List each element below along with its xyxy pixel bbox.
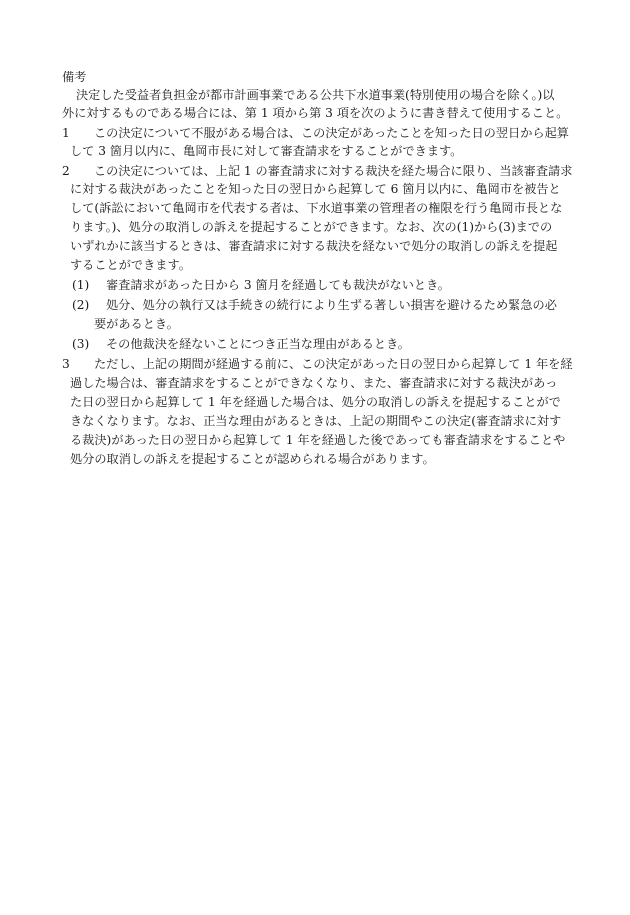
- subitem-line: その他裁決を経ないことにつき正当な理由があるとき。: [106, 337, 410, 351]
- item-line: に対する裁決があったことを知った日の翌日から起算して 6 箇月以内に、亀岡市を被告と: [70, 182, 561, 196]
- subitem-line: 審査請求があった日から 3 箇月を経過しても裁決がないとき。: [106, 278, 450, 292]
- subitem-line: 処分、処分の執行又は手続きの続行により生ずる著しい損害を避けるため緊急の必: [106, 298, 557, 312]
- intro-line: 外に対するものである場合には、第 1 項から第 3 項を次のように書き替えて使用すること。: [62, 106, 569, 120]
- item-line: して 3 箇月以内に、亀岡市長に対して審査請求をすることができます。: [70, 144, 463, 158]
- item-line: 過した場合は、審査請求をすることができなくなり、また、審査請求に対する裁決があっ: [70, 376, 558, 390]
- subitem-number: (2): [72, 298, 90, 312]
- item-line: きなくなります。なお、正当な理由があるときは、上記の期間やこの決定(審査請求に対す: [70, 414, 562, 428]
- item-line: る裁決)があった日の翌日から起算して 1 年を経過した後であっても審査請求をすることや: [70, 433, 566, 447]
- item-number: 3: [62, 357, 70, 371]
- item-number: 2: [62, 164, 70, 178]
- item-line: することができます。: [70, 258, 191, 272]
- item-line: 処分の取消しの訴えを提起することが認められる場合があります。: [70, 452, 435, 466]
- item-line: この決定について不服がある場合は、この決定があったことを知った日の翌日から起算: [94, 126, 569, 140]
- intro-line: 決定した受益者負担金が都市計画事業である公共下水道事業(特別使用の場合を除く。)以: [76, 88, 555, 102]
- item-line: この決定については、上記 1 の審査請求に対する裁決を経た場合に限り、当該審査請求: [94, 164, 573, 178]
- item-number: 1: [62, 126, 70, 140]
- remarks-heading: 備考: [62, 70, 87, 84]
- item-line: た日の翌日から起算して 1 年を経過した場合は、処分の取消しの訴えを提起することがで: [70, 395, 561, 409]
- item-line: ただし、上記の期間が経過する前に、この決定があった日の翌日から起算して 1 年を経: [94, 357, 573, 371]
- subitem-line: 要があるとき。: [94, 317, 179, 331]
- item-line: いずれかに該当するときは、審査請求に対する裁決を経ないで処分の取消しの訴えを提起: [70, 239, 558, 253]
- item-line: ります。)、処分の取消しの訴えを提起することができます。なお、次の(1)から(3)までの: [70, 220, 553, 234]
- subitem-number: (3): [72, 337, 90, 351]
- item-line: して(訴訟において亀岡市を代表する者は、下水道事業の管理者の権限を行う亀岡市長とな: [70, 201, 563, 215]
- subitem-number: (1): [72, 278, 90, 292]
